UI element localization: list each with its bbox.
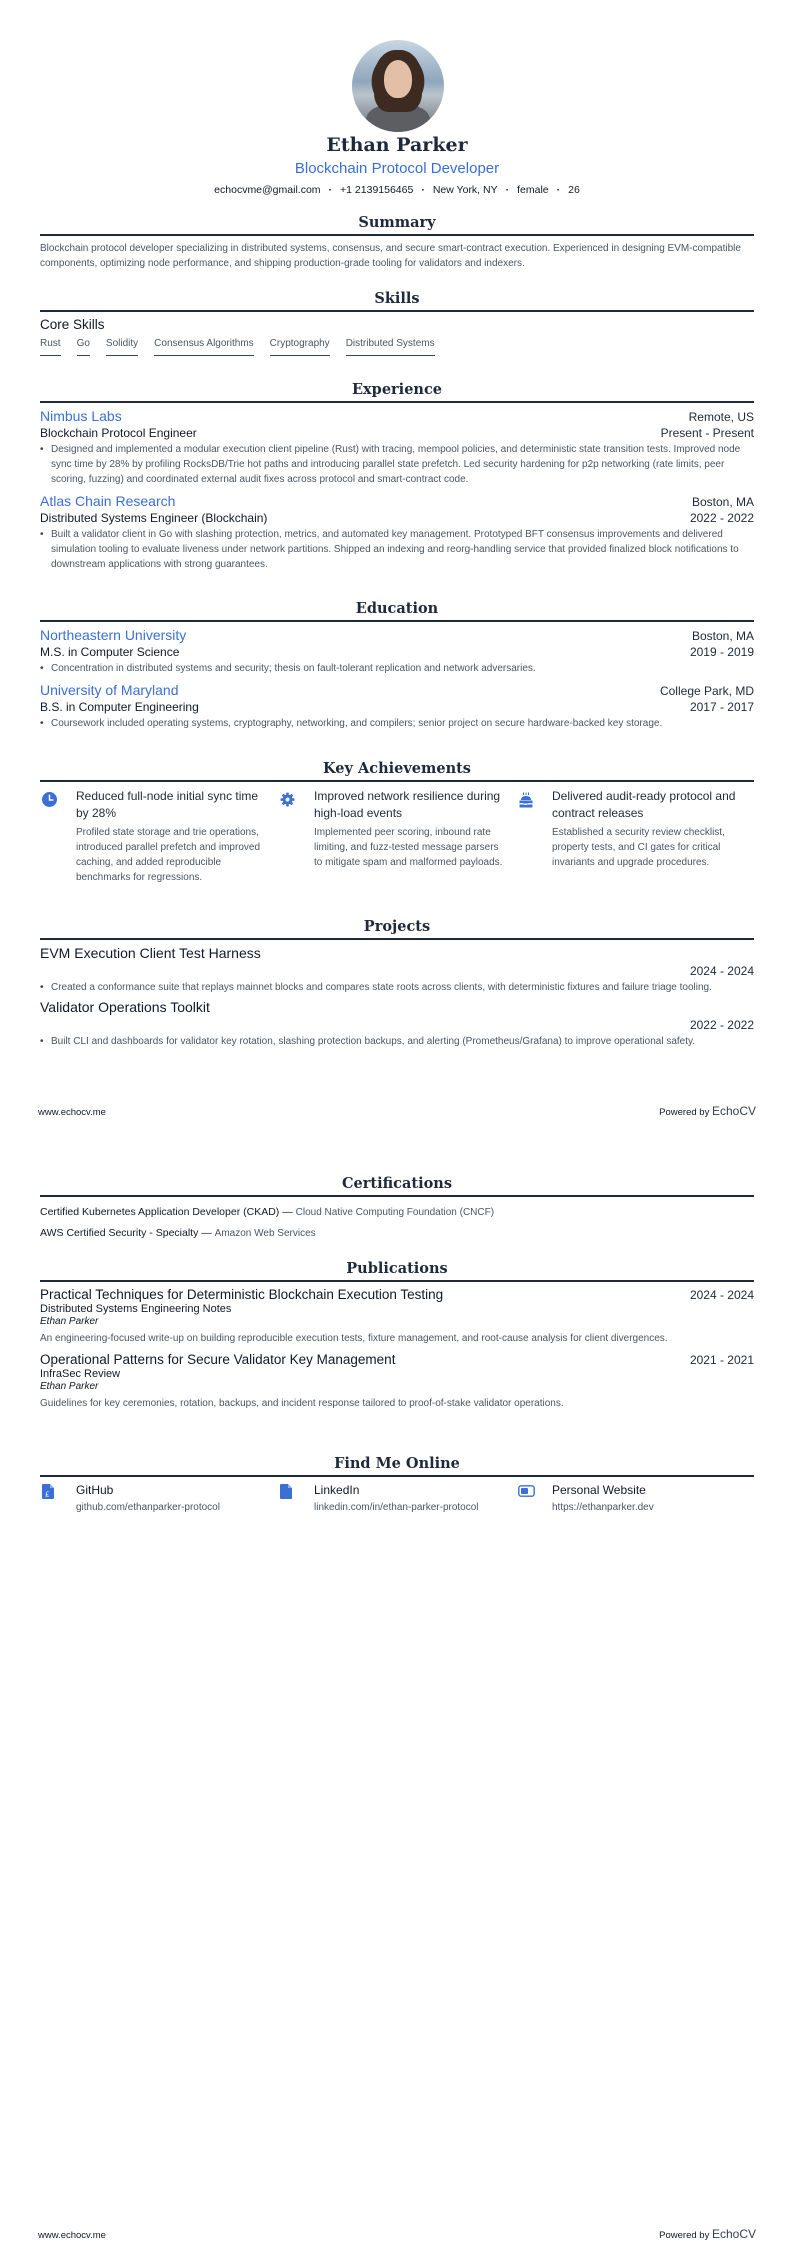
job-role: Blockchain Protocol Engineer — [40, 426, 197, 440]
online-label: GitHub — [76, 1483, 114, 1497]
achievement-desc: Established a security review checklist, property tests, and CI gates for critical invariants and upgrade procedures. — [552, 827, 725, 868]
publication-venue: InfraSec Review — [40, 1368, 121, 1380]
skill-tag: Distributed Systems — [346, 338, 435, 356]
job-bullet: • Built a validator client in Go with slashing protection, metrics, and automated key management. Prototyped BFT consensus improvements and delivered simulation tooling to evaluate liveness under network partitions. Shipped an indexing and reorg-handling service that provided finalized block notifications to downstream applications with strong guarantees. — [40, 527, 754, 572]
candidate-name: Ethan Parker — [326, 134, 468, 156]
separator-dot: · — [328, 184, 333, 196]
skill-tag: Go — [77, 338, 90, 356]
education-section — [40, 600, 754, 731]
project-bullet: • Built CLI and dashboards for validator key rotation, slashing protection backups, and alerting (Prometheus/Grafana) to improve operational safety. — [40, 1034, 754, 1049]
section-title-projects: Projects — [40, 918, 754, 940]
experience-entry — [40, 493, 754, 572]
separator-dot: · — [421, 184, 425, 196]
brand-logo[interactable]: EchoCV — [711, 1104, 756, 1118]
project-name: Validator Operations Toolkit — [40, 999, 210, 1015]
section-title-skills: Skills — [40, 290, 754, 312]
publication-desc: Guidelines for key ceremonies, rotation, backups, and incident response tailored to proof-of-stake validator operations. — [40, 1398, 564, 1409]
degree: B.S. in Computer Engineering — [40, 700, 199, 714]
education-entry — [40, 627, 754, 676]
company-name: Nimbus Labs — [40, 408, 122, 424]
certification-item: AWS Certified Security - Specialty — Amazon Web Services — [40, 1227, 316, 1239]
skills-group-title: Core Skills — [40, 317, 105, 332]
brand-logo[interactable]: EchoCV — [711, 2227, 756, 2241]
cake-icon — [516, 788, 552, 885]
publication-entry — [40, 1352, 754, 1411]
contact-phone[interactable]: +1 2139156465 — [340, 184, 414, 196]
education-dates: 2019 - 2019 — [689, 645, 754, 659]
resume-page-2 — [0, 1123, 794, 2246]
section-title-achievements: Key Achievements — [40, 760, 754, 782]
gear-icon — [278, 788, 314, 885]
skill-tag: Consensus Algorithms — [154, 338, 254, 356]
contact-gender: female — [517, 184, 549, 196]
powered-by-label: Powered by — [659, 1107, 710, 1118]
degree: M.S. in Computer Science — [40, 645, 180, 659]
section-title-summary: Summary — [40, 214, 754, 236]
publication-desc: An engineering-focused write-up on building reproducible execution tests, fixture management, and root-cause analysis for client divergences. — [40, 1333, 668, 1344]
contact-age: 26 — [568, 184, 580, 196]
publication-title: Operational Patterns for Secure Validator Key Management — [40, 1352, 396, 1367]
achievements-section — [40, 760, 754, 885]
education-entry — [40, 682, 754, 731]
separator-dot: · — [505, 184, 510, 196]
online-link-github[interactable] — [40, 1483, 278, 1513]
avatar — [352, 40, 444, 132]
publication-author: Ethan Parker — [40, 1381, 99, 1392]
page-footer — [38, 1104, 756, 1118]
project-bullet: • Created a conformance suite that replays mainnet blocks and compares state roots across clients, with deterministic fixtures and failure triage tooling. — [40, 980, 754, 995]
school-name: Northeastern University — [40, 627, 187, 643]
achievement-card — [40, 788, 278, 885]
section-title-education: Education — [40, 600, 754, 622]
section-title-experience: Experience — [40, 381, 754, 403]
publication-dates: 2024 - 2024 — [689, 1288, 754, 1302]
company-location: Remote, US — [688, 410, 754, 424]
project-entry — [40, 999, 754, 1049]
certifications-section — [40, 1175, 754, 1244]
section-title-online: Find Me Online — [40, 1455, 754, 1477]
school-name: University of Maryland — [40, 682, 179, 698]
avatar-face — [384, 60, 412, 98]
footer-site-link[interactable]: www.echocv.me — [38, 2230, 106, 2241]
document-icon — [40, 1483, 76, 1513]
publications-section — [40, 1260, 754, 1411]
certification-name: AWS Certified Security - Specialty — [40, 1227, 199, 1239]
job-dates: 2022 - 2022 — [689, 511, 754, 525]
achievement-desc: Implemented peer scoring, inbound rate limiting, and fuzz-tested message parsers to mitigate spam and malformed payloads. — [314, 827, 503, 868]
project-dates: 2024 - 2024 — [689, 964, 754, 978]
education-bullet: • Concentration in distributed systems and security; thesis on fault-tolerant replication and network adversaries. — [40, 661, 754, 676]
separator-dot: · — [556, 184, 561, 196]
online-link-website[interactable] — [516, 1483, 754, 1513]
education-bullet: • Coursework included operating systems, cryptography, networking, and compilers; senior project on secure hardware-backed key storage. — [40, 716, 754, 731]
footer-site-link[interactable]: www.echocv.me — [38, 1107, 106, 1118]
online-section — [40, 1455, 754, 1513]
achievement-title: Improved network resilience during high-load events — [314, 789, 501, 820]
education-dates: 2017 - 2017 — [689, 700, 754, 714]
contact-email[interactable]: echocvme@gmail.com — [214, 184, 321, 196]
publication-dates: 2021 - 2021 — [689, 1353, 754, 1367]
certification-name: Certified Kubernetes Application Developer (CKAD) — [40, 1206, 280, 1218]
online-url[interactable]: github.com/ethanparker-protocol — [76, 1502, 220, 1513]
online-label: Personal Website — [552, 1483, 646, 1497]
document-icon — [278, 1483, 314, 1513]
school-location: Boston, MA — [691, 629, 754, 643]
online-url[interactable]: linkedin.com/in/ethan-parker-protocol — [314, 1502, 479, 1513]
footer-powered-by — [659, 2227, 756, 2241]
skill-tags — [40, 338, 754, 356]
svg-text:£: £ — [45, 1490, 50, 1499]
experience-entry — [40, 408, 754, 487]
online-label: LinkedIn — [314, 1483, 360, 1497]
job-role: Distributed Systems Engineer (Blockchain) — [40, 511, 268, 525]
achievement-card — [516, 788, 754, 885]
certification-issuer: Cloud Native Computing Foundation (CNCF) — [295, 1207, 495, 1218]
achievement-desc: Profiled state storage and trie operations, introduced parallel prefetch and improved caching, and added reproducible benchmarks for regressions. — [76, 827, 260, 883]
clock-icon — [40, 788, 76, 885]
publication-title: Practical Techniques for Deterministic Blockchain Execution Testing — [40, 1287, 444, 1302]
contact-location: New York, NY — [432, 184, 498, 196]
online-url[interactable]: https://ethanparker.dev — [552, 1502, 654, 1513]
projects-section — [40, 918, 754, 1049]
company-location: Boston, MA — [691, 495, 754, 509]
job-bullet: • Designed and implemented a modular execution client pipeline (Rust) with tracing, mempool policies, and deterministic state transition tests. Improved node sync time by 28% by profiling RocksDB/Trie hot paths and introducing parallel state prefetch. Led security hardening for p2p networking (rate limits, peer scoring, fuzzing) and coordinated external audit fixes across protocol and smart-contract code. — [40, 442, 754, 487]
publication-entry — [40, 1287, 754, 1346]
section-title-publications: Publications — [40, 1260, 754, 1282]
skill-tag: Solidity — [106, 338, 138, 356]
candidate-title: Blockchain Protocol Developer — [294, 160, 500, 177]
footer-powered-by — [659, 1104, 756, 1118]
powered-by-label: Powered by — [659, 2230, 710, 2241]
certification-issuer: Amazon Web Services — [214, 1228, 316, 1239]
publication-author: Ethan Parker — [40, 1316, 99, 1327]
page-footer — [38, 2227, 756, 2241]
skills-section — [40, 290, 754, 356]
job-dates: Present - Present — [660, 426, 754, 440]
project-entry — [40, 945, 754, 995]
contact-line — [0, 184, 794, 196]
certification-item: Certified Kubernetes Application Developer (CKAD) — Cloud Native Computing Foundation (CNCF) — [40, 1206, 495, 1218]
company-name: Atlas Chain Research — [40, 493, 176, 509]
publication-venue: Distributed Systems Engineering Notes — [40, 1303, 232, 1315]
experience-section — [40, 381, 754, 572]
achievement-card — [278, 788, 516, 885]
project-dates: 2022 - 2022 — [689, 1018, 754, 1032]
achievement-title: Delivered audit-ready protocol and contract releases — [552, 789, 736, 820]
skill-tag: Rust — [40, 338, 61, 356]
summary-text: Blockchain protocol developer specializing in distributed systems, consensus, and secure smart-contract execution. Experienced in designing EVM-compatible components, optimizing node performance, and shipping production-grade tooling for validators and indexers. — [40, 243, 741, 269]
project-name: EVM Execution Client Test Harness — [40, 945, 261, 961]
skill-tag: Cryptography — [270, 338, 330, 356]
online-link-linkedin[interactable] — [278, 1483, 516, 1513]
achievement-title: Reduced full-node initial sync time by 28% — [76, 789, 259, 820]
section-title-certifications: Certifications — [40, 1175, 754, 1197]
summary-section — [40, 214, 754, 271]
browser-icon — [516, 1483, 552, 1513]
school-location: College Park, MD — [659, 684, 754, 698]
